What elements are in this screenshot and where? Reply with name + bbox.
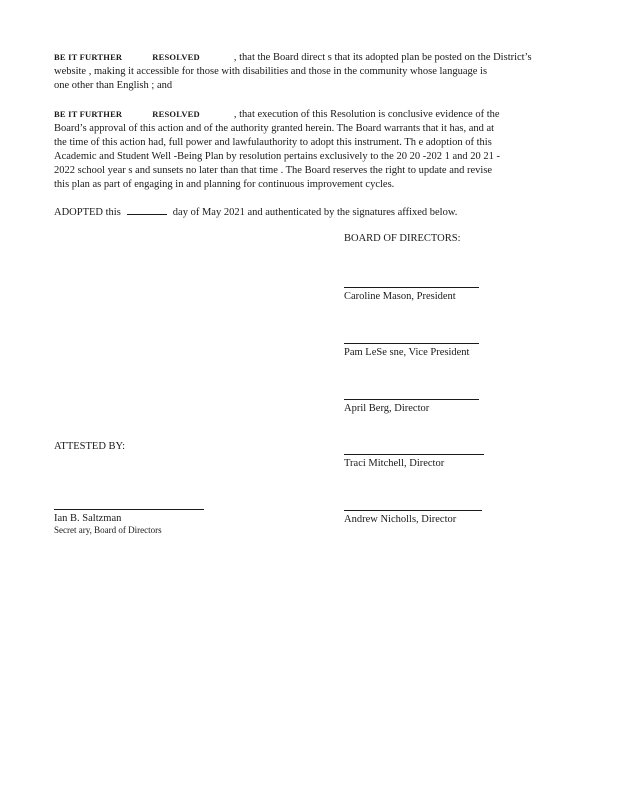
signature-line xyxy=(344,343,479,344)
resolved-label: RESOLVED xyxy=(152,52,200,62)
signature-line xyxy=(344,510,482,511)
paragraph-line: Academic and Student Well -Being Plan by resolution pertains exclusively to the 20 20 -202 1 and 20 21 - xyxy=(54,151,500,162)
signature-line xyxy=(54,509,204,510)
signatory-name: Andrew Nicholls, Director xyxy=(344,514,457,525)
resolution-paragraph-posting xyxy=(54,50,562,93)
paragraph-line xyxy=(54,50,562,65)
adopted-prefix: ADOPTED this xyxy=(54,207,121,218)
signature-block-director-mitchell xyxy=(344,454,484,469)
secretary-name: Ian B. Saltzman xyxy=(54,513,122,524)
signature-line xyxy=(344,287,479,288)
day-blank-line xyxy=(127,205,167,215)
paragraph-line xyxy=(54,107,562,122)
signature-line xyxy=(344,399,479,400)
paragraph-line: one other than English ; and xyxy=(54,80,173,91)
paragraph-text: , that the Board direct s that its adopted plan be posted on the District’s xyxy=(233,52,532,63)
signature-block-director-berg xyxy=(344,399,479,414)
adoption-statement xyxy=(54,205,457,218)
signature-block-vice-president xyxy=(344,343,479,358)
paragraph-line: Board’s approval of this action and of the authority granted herein. The Board warrants that it has, and at xyxy=(54,123,495,134)
attested-by-label: ATTESTED BY: xyxy=(54,441,126,452)
signature-line xyxy=(344,454,484,455)
secretary-title: Secret ary, Board of Directors xyxy=(54,525,162,535)
paragraph-line: website , making it accessible for those with disabilities and those in the community whose language is xyxy=(54,66,488,77)
secretary-signature-block xyxy=(54,509,204,535)
signatory-name: Pam LeSe sne, Vice President xyxy=(344,347,470,358)
paragraph-line: 2022 school year s and sunsets no later than that time . The Board reserves the right to update and revise xyxy=(54,165,493,176)
signatory-name: Traci Mitchell, Director xyxy=(344,458,445,469)
signature-block-director-nicholls xyxy=(344,510,482,525)
resolution-paragraph-execution xyxy=(54,107,562,192)
signature-block-president xyxy=(344,287,479,302)
be-it-further-label: BE IT FURTHER xyxy=(54,109,123,119)
paragraph-line: this plan as part of engaging in and planning for continuous improvement cycles. xyxy=(54,179,395,190)
resolved-label: RESOLVED xyxy=(152,109,200,119)
adopted-suffix: day of May 2021 and authenticated by the signatures affixed below. xyxy=(172,207,458,218)
paragraph-line: the time of this action had, full power and lawfulauthority to adopt this instrument. Th e adoption of this xyxy=(54,137,492,148)
signatory-name: Caroline Mason, President xyxy=(344,291,456,302)
paragraph-text: , that execution of this Resolution is conclusive evidence of the xyxy=(233,109,500,120)
board-of-directors-heading: BOARD OF DIRECTORS: xyxy=(344,233,461,244)
be-it-further-label: BE IT FURTHER xyxy=(54,52,123,62)
signatory-name: April Berg, Director xyxy=(344,403,430,414)
